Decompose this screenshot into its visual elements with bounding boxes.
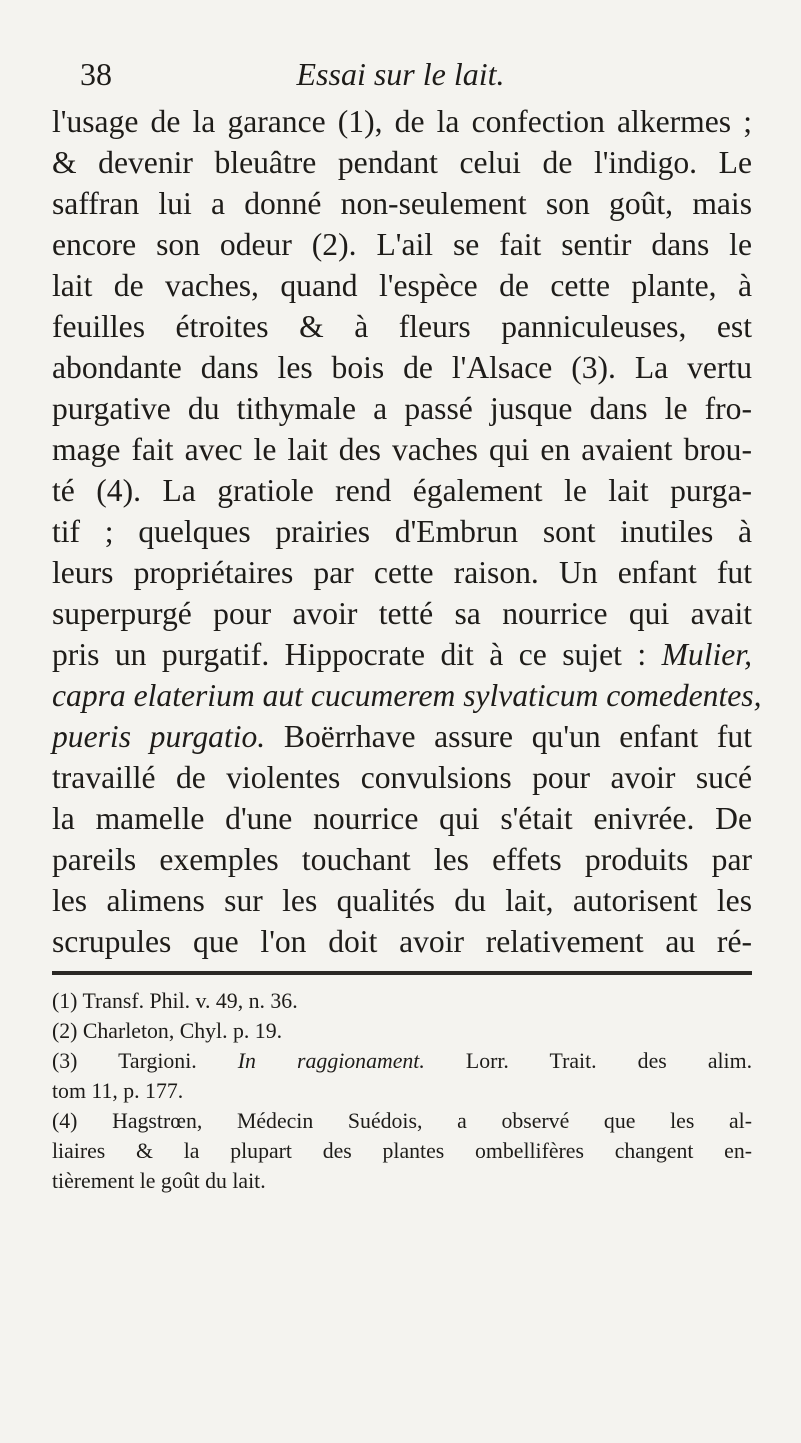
text-line: lait de vaches, quand l'espèce de cette plante, à bbox=[52, 268, 752, 303]
text-line: scrupules que l'on doit avoir relativement au ré- bbox=[52, 924, 752, 959]
text-line: abondante dans les bois de l'Alsace (3). La vertu bbox=[52, 350, 752, 385]
footnote: liaires & la plupart des plantes ombellifères changent en- bbox=[52, 1139, 752, 1163]
text-fragment: pris un purgatif. Hippocrate dit à ce sujet : bbox=[52, 637, 647, 672]
footnote-fragment: Lorr. Trait. des alim. bbox=[465, 1049, 753, 1073]
footnote-divider bbox=[52, 971, 752, 975]
footnote: tièrement le goût du lait. bbox=[52, 1169, 266, 1193]
text-line bbox=[52, 674, 762, 718]
latin-quote: Mulier, bbox=[661, 637, 752, 672]
text-line: purgative du tithymale a passé jusque dans le fro- bbox=[52, 391, 752, 426]
text-line: pareils exemples touchant les effets produits par bbox=[52, 842, 752, 877]
running-title: Essai sur le lait. bbox=[296, 56, 505, 92]
latin-quote: pueris purgatio. bbox=[52, 719, 266, 754]
footnote: (1) Transf. Phil. v. 49, n. 36. bbox=[52, 989, 298, 1013]
text-line: saffran lui a donné non-seulement son goût, mais bbox=[52, 186, 752, 221]
text-line: tif ; quelques prairies d'Embrun sont inutiles à bbox=[52, 514, 752, 549]
text-line: travaillé de violentes convulsions pour avoir sucé bbox=[52, 760, 752, 795]
footnote: (2) Charleton, Chyl. p. 19. bbox=[52, 1019, 283, 1043]
text-line: mage fait avec le lait des vaches qui en avaient brou- bbox=[52, 432, 752, 467]
page-header bbox=[0, 50, 801, 90]
footnote bbox=[52, 1046, 752, 1076]
text-line: leurs propriétaires par cette raison. Un enfant fut bbox=[52, 555, 752, 590]
text-line: les alimens sur les qualités du lait, autorisent les bbox=[52, 883, 752, 918]
text-line: & devenir bleuâtre pendant celui de l'indigo. Le bbox=[52, 145, 752, 180]
text-line: encore son odeur (2). L'ail se fait sentir dans le bbox=[52, 227, 752, 262]
text-line: superpurgé pour avoir tetté sa nourrice qui avait bbox=[52, 596, 752, 631]
text-line bbox=[52, 633, 752, 677]
footnote-fragment: (3) Targioni. bbox=[52, 1049, 197, 1073]
text-line: feuilles étroites & à fleurs panniculeuses, est bbox=[52, 309, 752, 344]
text-line bbox=[52, 715, 752, 759]
text-fragment: Boërrhave assure qu'un enfant fut bbox=[283, 719, 752, 754]
text-line: la mamelle d'une nourrice qui s'était enivrée. De bbox=[52, 801, 752, 836]
text-line: l'usage de la garance (1), de la confection alkermes ; bbox=[52, 104, 752, 139]
footnote-italic: In raggionament. bbox=[237, 1049, 425, 1073]
text-line: té (4). La gratiole rend également le lait purga- bbox=[52, 473, 752, 508]
footnote: (4) Hagstrœn, Médecin Suédois, a observé que les al- bbox=[52, 1109, 752, 1133]
latin-quote: capra elaterium aut cucumerem sylvaticum comedentes, bbox=[52, 678, 762, 713]
page-number: 38 bbox=[80, 56, 112, 92]
footnote: tom 11, p. 177. bbox=[52, 1079, 184, 1103]
